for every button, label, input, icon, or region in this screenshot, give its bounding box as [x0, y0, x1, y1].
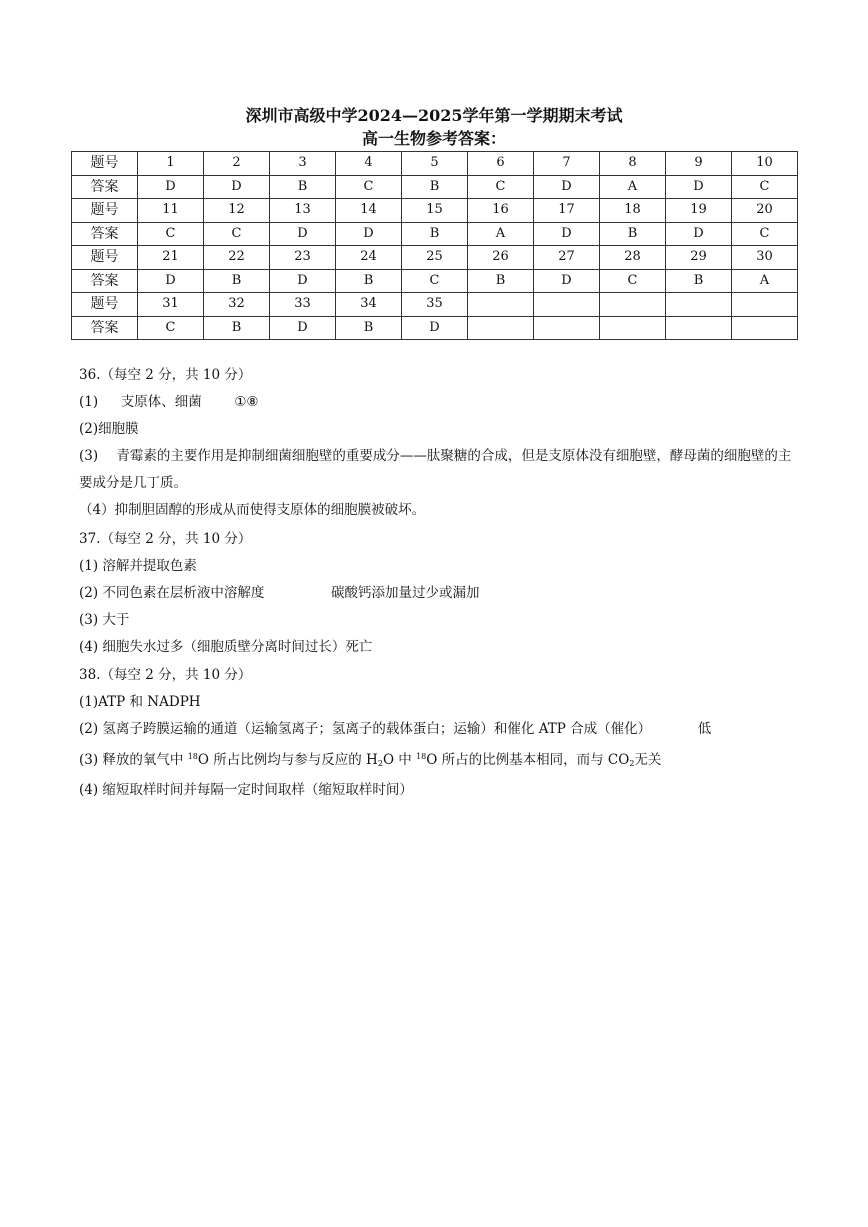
table-cell: B: [204, 269, 270, 293]
row-label: 答案: [72, 316, 138, 340]
table-cell: 26: [468, 246, 534, 270]
page-title: 深圳市高级中学2024—2025学年第一学期期末考试: [245, 106, 623, 125]
answer-table: [71, 151, 798, 340]
q36-answer-1-extra: ①⑧: [234, 394, 259, 410]
table-cell: 31: [138, 293, 204, 317]
q38-a3-part: (3) 释放的氧气中: [79, 752, 188, 768]
answer-table-row: [72, 293, 798, 317]
row-label: 题号: [72, 246, 138, 270]
answer-table-row: [72, 246, 798, 270]
q37-answer-1: (1) 溶解并提取色素: [79, 558, 197, 574]
q38-answer-3: [79, 743, 799, 777]
table-cell: D: [270, 269, 336, 293]
answer-table-row: [72, 269, 798, 293]
table-cell: D: [666, 175, 732, 199]
table-cell: [600, 293, 666, 317]
q36-heading: 36.（每空 2 分，共 10 分）: [79, 367, 252, 383]
table-cell: B: [402, 222, 468, 246]
table-cell: A: [732, 269, 798, 293]
table-cell: 30: [732, 246, 798, 270]
q38-answer-2-text: (2) 氢离子跨膜运输的通道（运输氢离子；氢离子的载体蛋白；运输）和催化 ATP 合成（催化）: [79, 721, 652, 737]
table-cell: [468, 293, 534, 317]
table-cell: 2: [204, 152, 270, 176]
q38-a3-part: 无关: [634, 752, 662, 768]
table-cell: D: [138, 269, 204, 293]
row-label: 答案: [72, 175, 138, 199]
table-cell: B: [666, 269, 732, 293]
q37-answer-4: (4) 细胞失水过多（细胞质壁分离时间过长）死亡: [79, 639, 373, 655]
table-cell: C: [138, 222, 204, 246]
table-cell: 7: [534, 152, 600, 176]
table-cell: B: [600, 222, 666, 246]
table-cell: D: [666, 222, 732, 246]
table-cell: C: [402, 269, 468, 293]
table-cell: C: [732, 175, 798, 199]
answer-table-row: [72, 222, 798, 246]
table-cell: B: [468, 269, 534, 293]
table-cell: B: [402, 175, 468, 199]
q38-a3-part: O 所占比例均与参与反应的 H: [197, 752, 378, 768]
table-cell: 25: [402, 246, 468, 270]
table-cell: 4: [336, 152, 402, 176]
table-cell: [600, 316, 666, 340]
table-cell: 13: [270, 199, 336, 223]
table-cell: D: [270, 316, 336, 340]
answer-table-row: [72, 316, 798, 340]
table-cell: B: [270, 175, 336, 199]
table-cell: 18: [600, 199, 666, 223]
table-cell: D: [336, 222, 402, 246]
page-subtitle: 高一生物参考答案：: [361, 129, 506, 148]
table-cell: [534, 293, 600, 317]
table-cell: 8: [600, 152, 666, 176]
table-cell: [666, 316, 732, 340]
table-cell: D: [204, 175, 270, 199]
q37-answer-2-text: (2) 不同色素在层析液中溶解度: [79, 585, 265, 601]
table-cell: 14: [336, 199, 402, 223]
q36-answer-3-text: 青霉素的主要作用是抑制细菌细胞壁的重要成分——肽聚糖的合成，但是支原体没有细胞壁，酵母菌的细胞壁的主要成分是几丁质。: [79, 448, 792, 491]
q37-answer-2-extra: 碳酸钙添加量过少或漏加: [331, 585, 480, 601]
table-cell: 3: [270, 152, 336, 176]
table-cell: [666, 293, 732, 317]
question-38-section: [79, 662, 799, 804]
table-cell: C: [600, 269, 666, 293]
q38-answer-2: [79, 716, 799, 743]
table-cell: 16: [468, 199, 534, 223]
table-cell: C: [336, 175, 402, 199]
table-cell: D: [534, 269, 600, 293]
table-cell: D: [534, 222, 600, 246]
table-cell: 32: [204, 293, 270, 317]
q38-a3-superscript: 18: [187, 752, 198, 761]
table-cell: C: [732, 222, 798, 246]
q36-answer-1: [79, 389, 799, 416]
table-cell: 15: [402, 199, 468, 223]
table-cell: B: [204, 316, 270, 340]
table-cell: 5: [402, 152, 468, 176]
q38-a3-part: O 所占的比例基本相同，而与 CO: [426, 752, 630, 768]
q38-answer-1: (1)ATP 和 NADPH: [79, 694, 201, 710]
q38-a3-subscript: 2: [377, 759, 383, 768]
table-cell: B: [336, 269, 402, 293]
table-cell: 28: [600, 246, 666, 270]
q37-answer-2: [79, 580, 799, 607]
table-cell: 35: [402, 293, 468, 317]
table-cell: B: [336, 316, 402, 340]
table-cell: C: [204, 222, 270, 246]
table-cell: 24: [336, 246, 402, 270]
row-label: 题号: [72, 199, 138, 223]
q36-answer-4: （4）抑制胆固醇的形成从而使得支原体的细胞膜被破坏。: [79, 502, 426, 518]
table-cell: C: [138, 316, 204, 340]
q37-heading: 37.（每空 2 分，共 10 分）: [79, 531, 252, 547]
q36-answer-3-number: (3): [79, 448, 99, 464]
table-cell: 29: [666, 246, 732, 270]
q36-answer-1-number: (1): [79, 394, 99, 410]
table-cell: D: [534, 175, 600, 199]
q38-answer-4: (4) 缩短取样时间并每隔一定时间取样（缩短取样时间）: [79, 782, 413, 798]
table-cell: [732, 293, 798, 317]
table-cell: A: [468, 222, 534, 246]
q38-a3-part: O 中: [382, 752, 417, 768]
table-cell: 22: [204, 246, 270, 270]
answer-table-row: [72, 199, 798, 223]
table-cell: 12: [204, 199, 270, 223]
answer-table-row: [72, 175, 798, 199]
table-cell: 19: [666, 199, 732, 223]
table-cell: 17: [534, 199, 600, 223]
q36-answer-3: [79, 443, 799, 497]
row-label: 答案: [72, 222, 138, 246]
table-cell: 9: [666, 152, 732, 176]
table-cell: 11: [138, 199, 204, 223]
table-cell: 6: [468, 152, 534, 176]
table-cell: 33: [270, 293, 336, 317]
question-37-section: [79, 526, 799, 661]
table-cell: [468, 316, 534, 340]
table-cell: 1: [138, 152, 204, 176]
table-cell: [732, 316, 798, 340]
row-label: 答案: [72, 269, 138, 293]
table-cell: [534, 316, 600, 340]
table-cell: A: [600, 175, 666, 199]
table-cell: 21: [138, 246, 204, 270]
q37-answer-3: (3) 大于: [79, 612, 130, 628]
table-cell: D: [402, 316, 468, 340]
q38-answer-2-extra: 低: [697, 721, 712, 737]
q36-answer-2: (2)细胞膜: [79, 421, 139, 437]
table-cell: D: [270, 222, 336, 246]
table-cell: 27: [534, 246, 600, 270]
table-cell: 20: [732, 199, 798, 223]
answer-table-row: [72, 152, 798, 176]
q36-answer-1-text: 支原体、细菌: [120, 394, 202, 410]
question-36-section: [79, 362, 799, 524]
table-cell: 23: [270, 246, 336, 270]
q38-a3-superscript: 18: [416, 752, 427, 761]
table-cell: D: [138, 175, 204, 199]
row-label: 题号: [72, 293, 138, 317]
table-cell: 34: [336, 293, 402, 317]
q38-heading: 38.（每空 2 分，共 10 分）: [79, 667, 252, 683]
row-label: 题号: [72, 152, 138, 176]
q38-a3-subscript: 2: [629, 759, 635, 768]
table-cell: C: [468, 175, 534, 199]
table-cell: 10: [732, 152, 798, 176]
